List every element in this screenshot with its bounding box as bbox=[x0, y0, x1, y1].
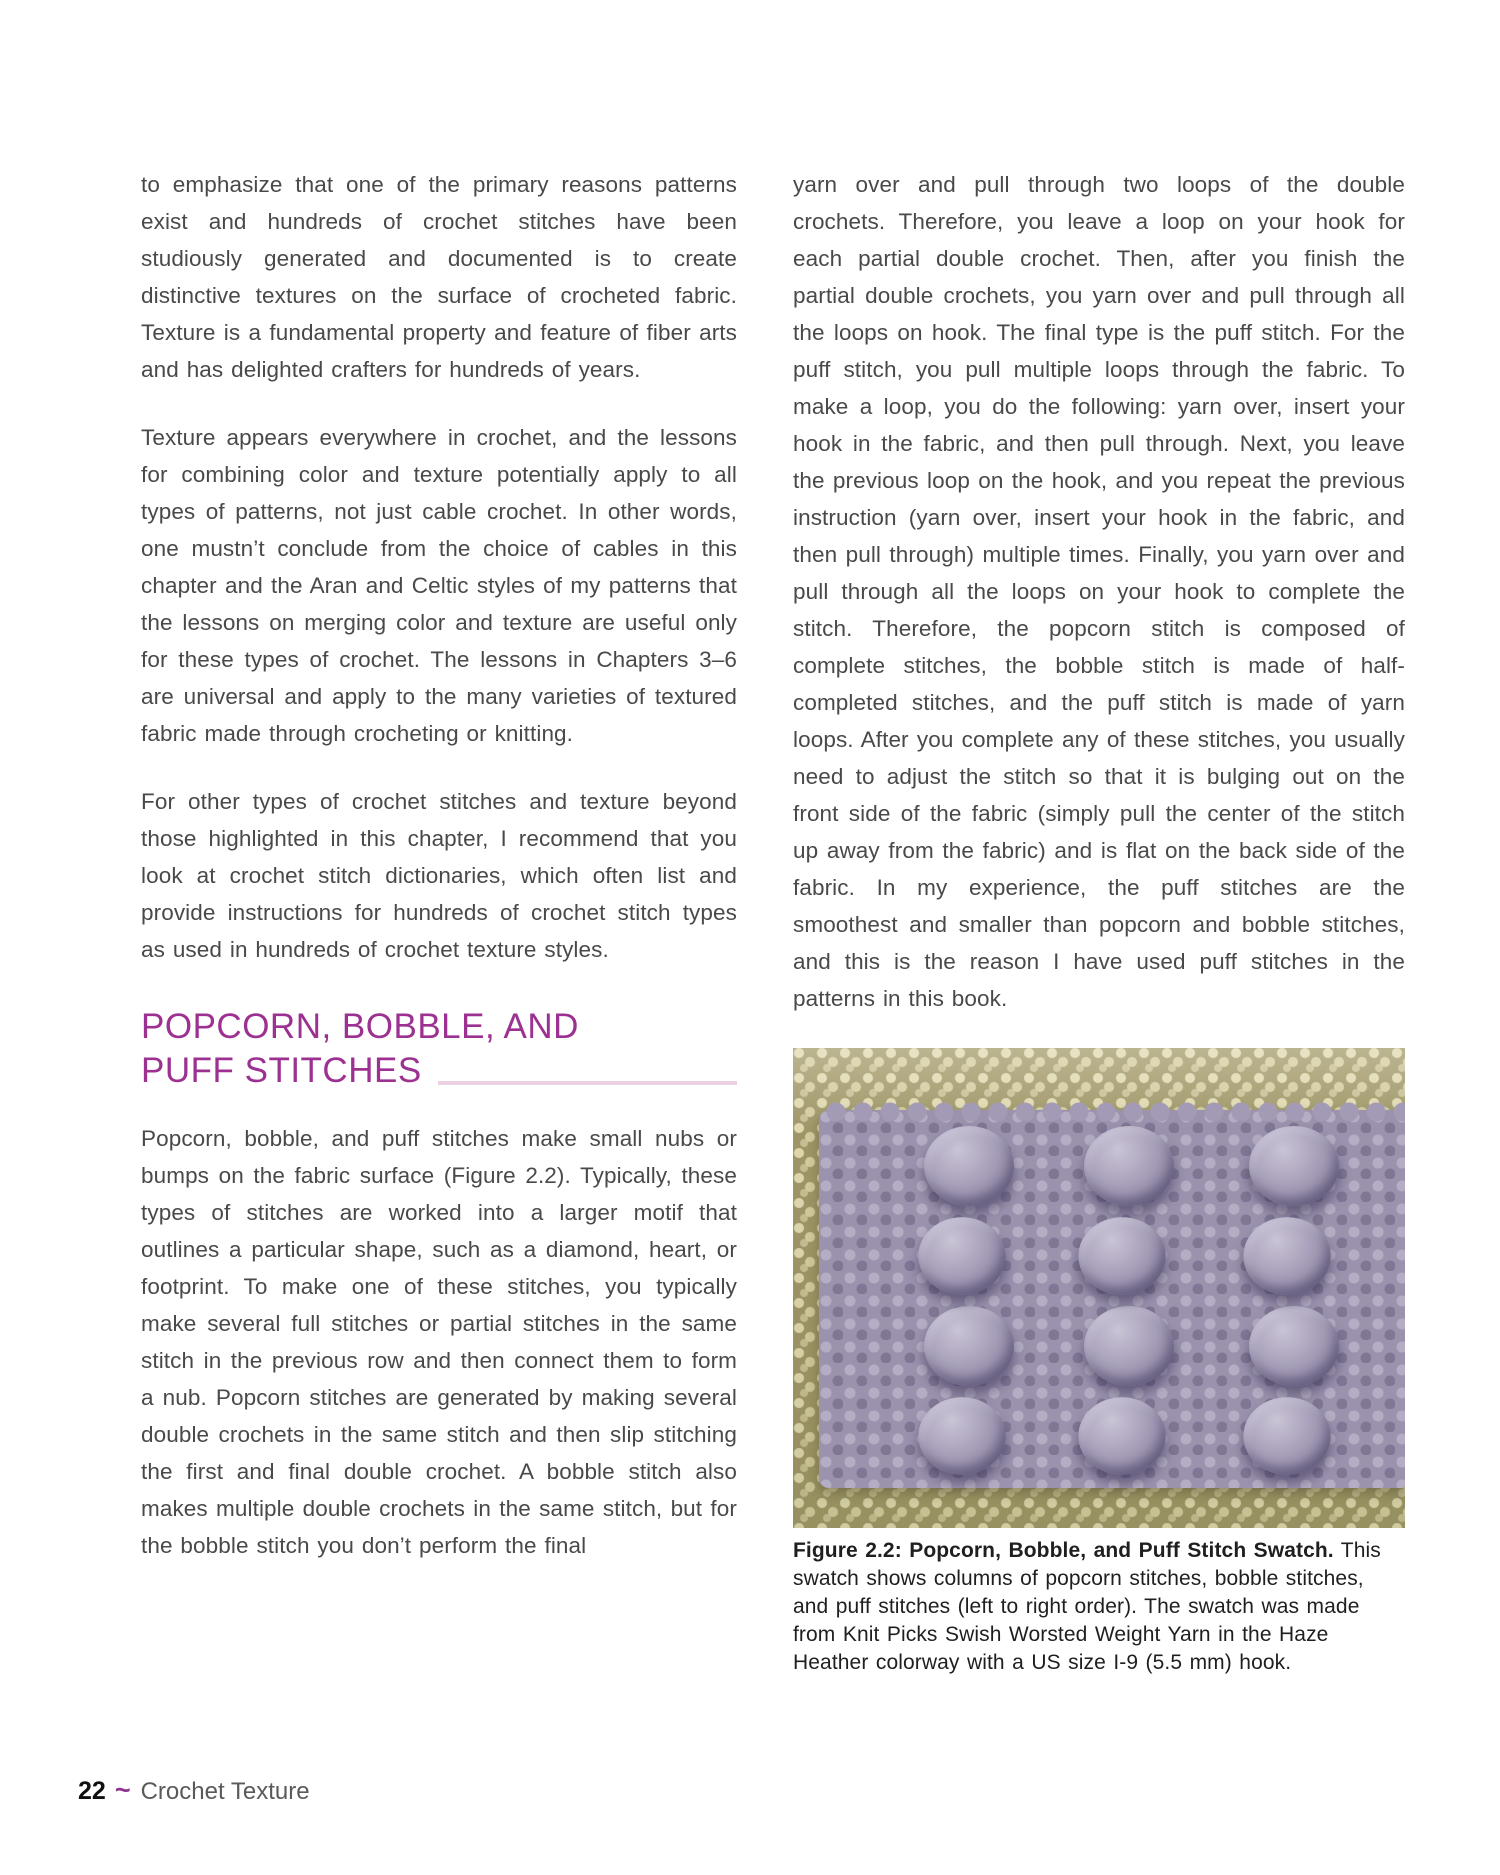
bobble-bump bbox=[924, 1306, 1014, 1386]
book-title: Crochet Texture bbox=[140, 1778, 310, 1805]
section-heading bbox=[141, 1005, 737, 1093]
figure-caption-lead: Figure 2.2: Popcorn, Bobble, and Puff Stitch Swatch. bbox=[793, 1539, 1334, 1562]
page-footer bbox=[78, 1776, 310, 1807]
bobble-bump bbox=[1243, 1397, 1330, 1475]
figure-caption bbox=[793, 1537, 1397, 1677]
body-paragraph: Texture appears everywhere in crochet, and the lessons for combining color and texture potentially apply to all types of patterns, not just cable crochet. In other words, one mustn’t conclude from the choice of cables in this chapter and the Aran and Celtic styles of my patterns that the lessons on merging color and texture are useful only for these types of crochet. The lessons in Chapters 3–6 are universal and apply to the many varieties of textured fabric made through crocheting or knitting. bbox=[141, 425, 737, 746]
bobble-bump bbox=[1078, 1217, 1165, 1295]
bobble-bump bbox=[918, 1397, 1005, 1475]
bobble-stitch-column bbox=[1084, 1126, 1176, 1476]
bobble-bump bbox=[1249, 1306, 1339, 1386]
heading-rule bbox=[438, 1081, 737, 1085]
bobble-bump bbox=[1084, 1126, 1174, 1206]
body-paragraph: For other types of crochet stitches and texture beyond those highlighted in this chapter, I recommend that you look at crochet stitch dictionaries, which often list and provide instructions for hundreds of crochet stitch types as used in hundreds of crochet texture styles. bbox=[141, 789, 737, 962]
body-paragraph: Popcorn, bobble, and puff stitches make small nubs or bumps on the fabric surface (Figure 2.2). Typically, these types of stitches are worked into a larger motif that outlines a particular shape, such as a diamond, heart, or footprint. To make one of these stitches, you typically make several full stitches or partial stitches in the same stitch in the previous row and then connect them to form a nub. Popcorn stitches are generated by making several double crochets in the same stitch and then slip stitching the first and final double crochet. A bobble stitch also makes multiple double crochets in the same stitch, but for the bobble stitch you don’t perform the final bbox=[141, 1126, 737, 1558]
bobble-bump bbox=[1249, 1126, 1339, 1206]
page-number: 22 bbox=[78, 1777, 106, 1805]
section-heading-line2: PUFF STITCHES bbox=[141, 1051, 422, 1090]
popcorn-stitch-column bbox=[924, 1126, 1016, 1476]
right-column bbox=[793, 166, 1405, 1677]
figure-caption-body: This swatch shows columns of popcorn stitches, bobble stitches, and puff stitches (left to right order). The swatch was made from Knit Picks Swish Worsted Weight Yarn in the Haze Heather colorway with a US size I-9 (5.5 mm) hook. bbox=[793, 1539, 1381, 1674]
tilde-icon: ~ bbox=[114, 1775, 131, 1805]
bobble-bump bbox=[1243, 1217, 1330, 1295]
section-heading-line1: POPCORN, BOBBLE, AND bbox=[141, 1007, 579, 1046]
left-column bbox=[141, 166, 737, 1564]
swatch-top-edge bbox=[823, 1101, 1405, 1121]
bobble-bump bbox=[1078, 1397, 1165, 1475]
body-paragraph: yarn over and pull through two loops of the double crochets. Therefore, you leave a loop on your hook for each partial double crochet. Then, after you finish the partial double crochets, you yarn over and pull through all the loops on hook. The final type is the puff stitch. For the puff stitch, you pull multiple loops through the fabric. To make a loop, you do the following: yarn over, insert your hook in the fabric, and then pull through. Next, you leave the previous loop on the hook, and you repeat the previous instruction (yarn over, insert your hook in the fabric, and then pull through) multiple times. Finally, you yarn over and pull through all the loops on your hook to complete the stitch. Therefore, the popcorn stitch is composed of complete stitches, the bobble stitch is made of half-completed stitches, and the puff stitch is made of yarn loops. After you complete any of these stitches, you usually need to adjust the stitch so that it is bulging out on the front side of the fabric (simply pull the center of the stitch up away from the fabric) and is flat on the back side of the fabric. In my experience, the puff stitches are the smoothest and smaller than popcorn and bobble stitches, and this is the reason I have used puff stitches in the patterns in this book. bbox=[793, 172, 1405, 1011]
body-paragraph: to emphasize that one of the primary reasons patterns exist and hundreds of crochet stitches have been studiously generated and documented is to create distinctive textures on the surface of crocheted fabric. Texture is a fundamental property and feature of fiber arts and has delighted crafters for hundreds of years. bbox=[141, 172, 737, 382]
puff-stitch-column bbox=[1249, 1126, 1341, 1476]
bobble-bump bbox=[1084, 1306, 1174, 1386]
swatch-photo bbox=[793, 1048, 1405, 1528]
bobble-bump bbox=[918, 1217, 1005, 1295]
crochet-swatch bbox=[819, 1110, 1405, 1488]
bobble-bump bbox=[924, 1126, 1014, 1206]
figure-2-2 bbox=[793, 1048, 1405, 1677]
